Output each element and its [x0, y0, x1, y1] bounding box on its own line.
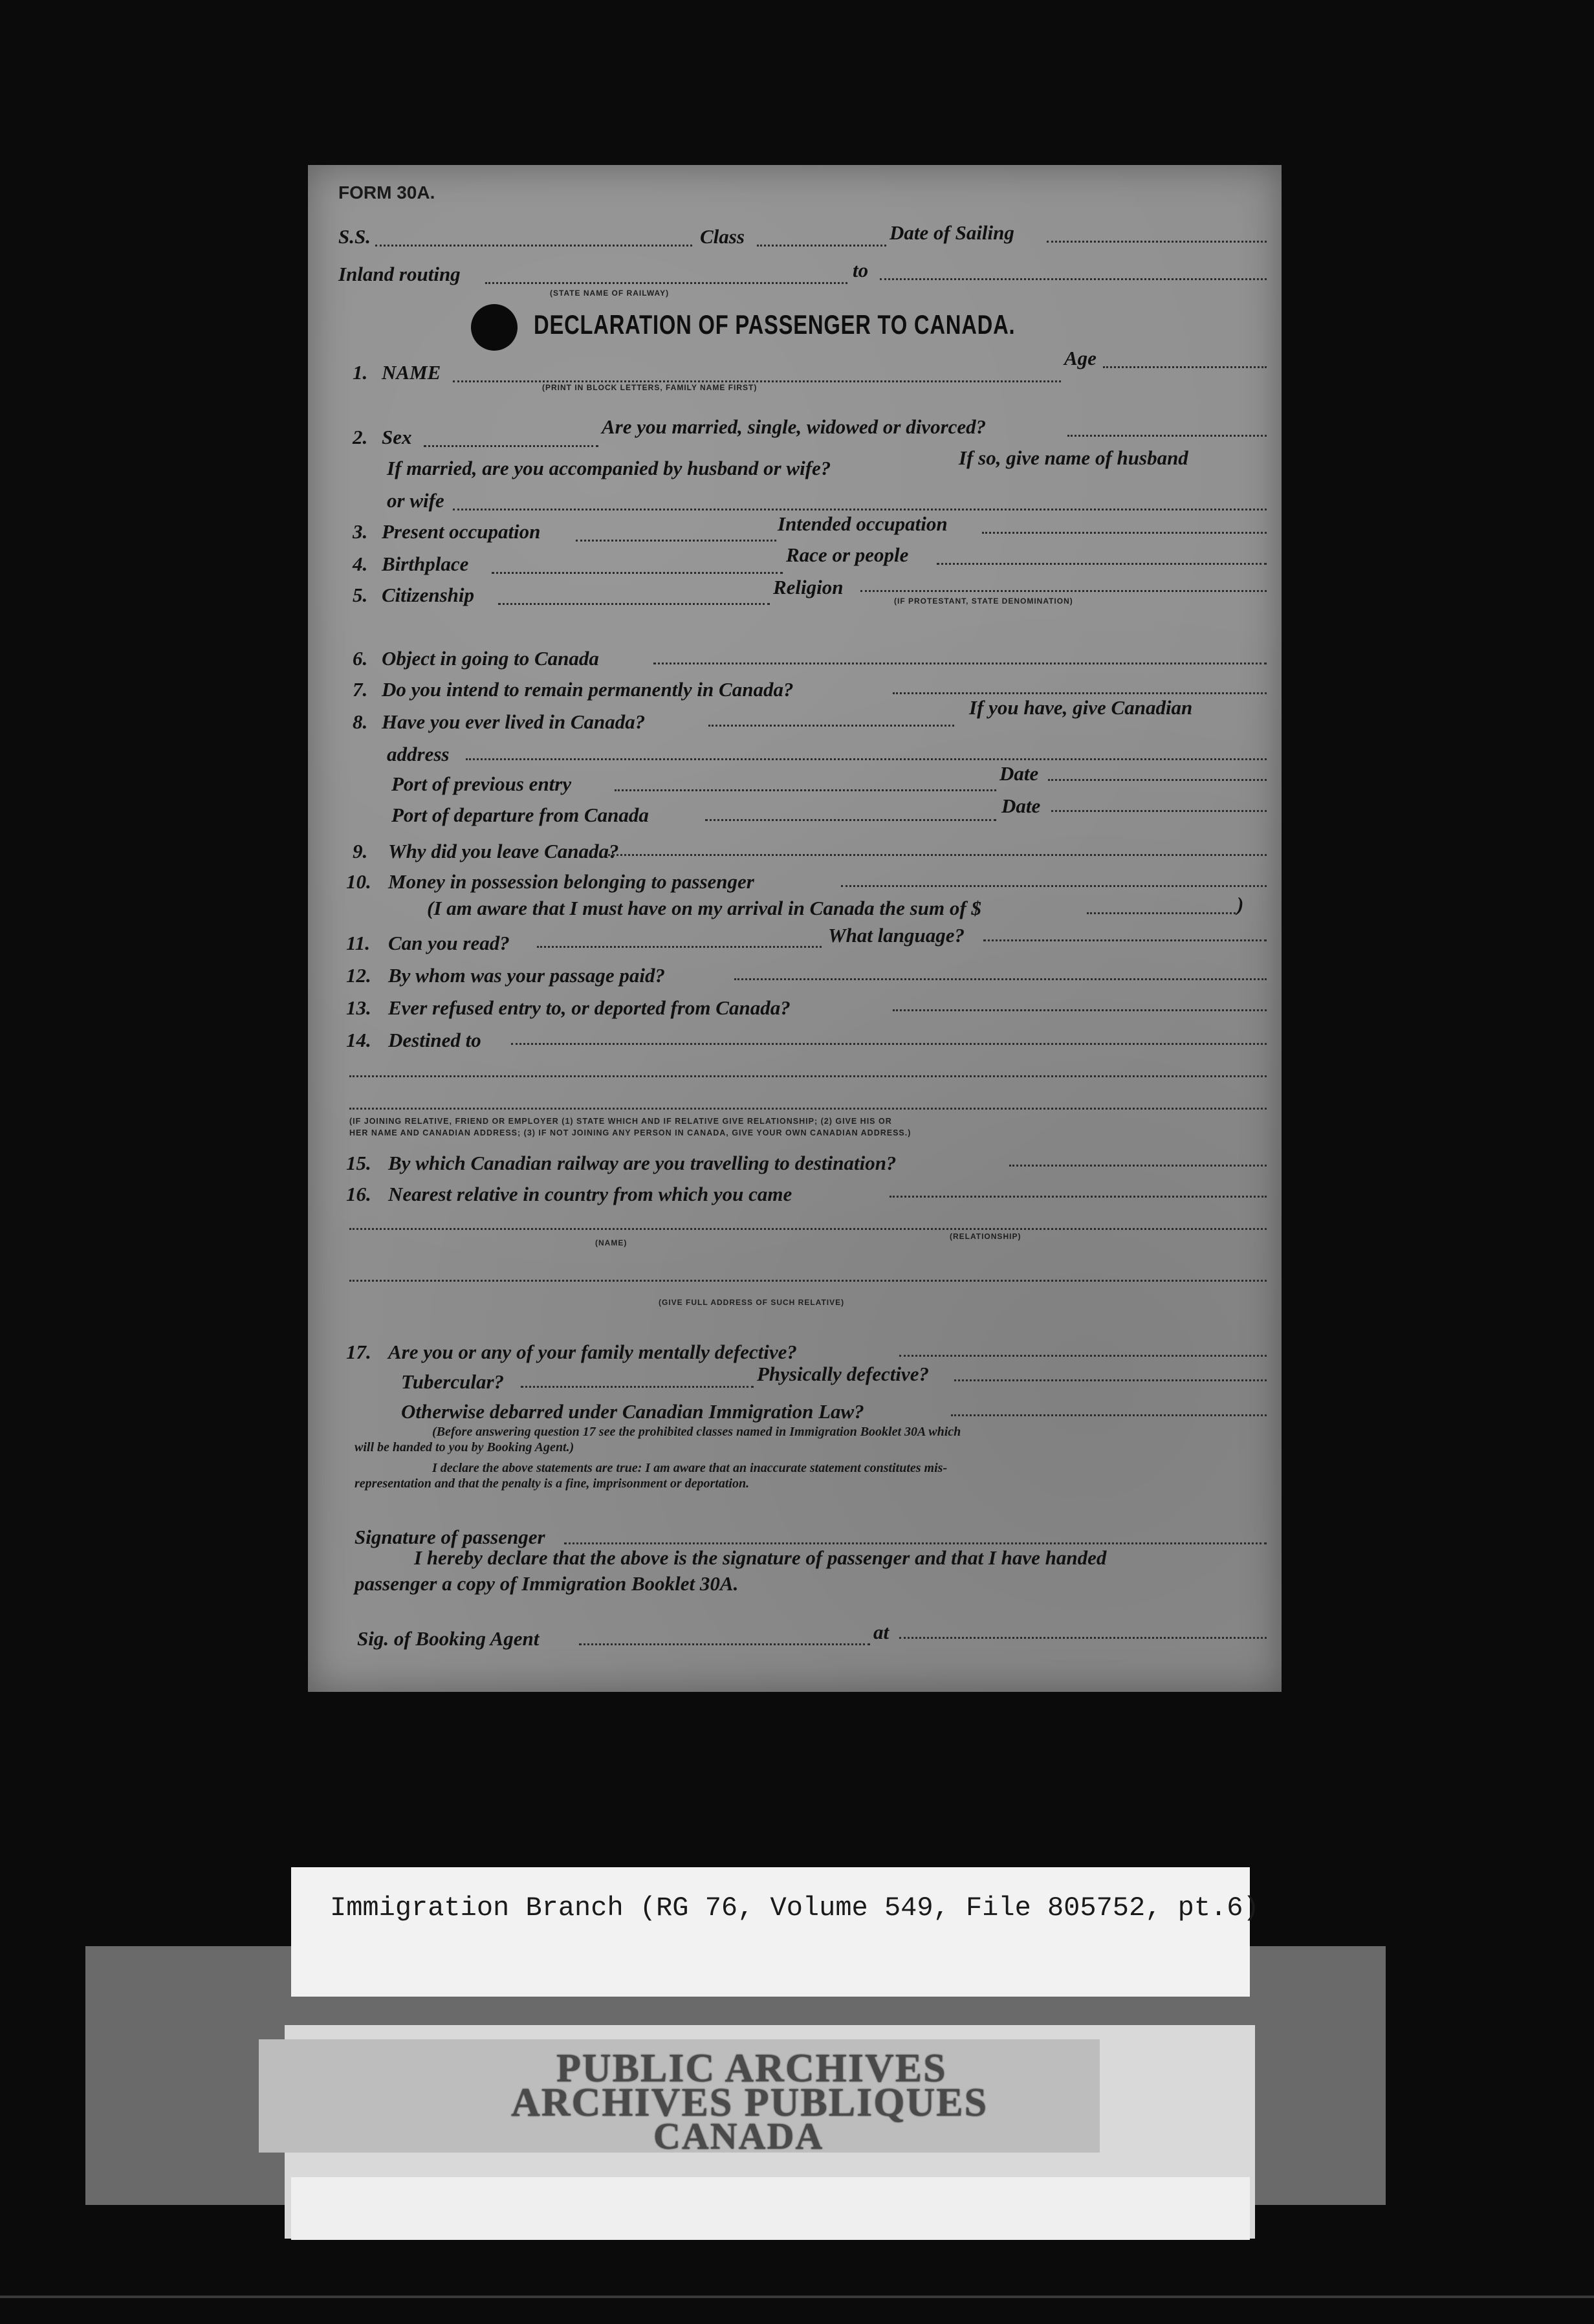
q8-number: 8.: [353, 710, 368, 733]
citizenship-field[interactable]: [498, 603, 770, 605]
sex-field[interactable]: [424, 445, 598, 447]
religion-note: (IF PROTESTANT, STATE DENOMINATION): [894, 597, 1073, 606]
lived-field[interactable]: [708, 725, 954, 727]
booking-agent-label: Sig. of Booking Agent: [357, 1627, 540, 1650]
declaration-2: representation and that the penalty is a fine, imprisonment or deportation.: [355, 1476, 750, 1491]
mental-field[interactable]: [899, 1355, 1267, 1357]
port-previous-label: Port of previous entry: [391, 773, 572, 795]
destined-note-2: HER NAME AND CANADIAN ADDRESS; (3) IF NOT JOINING ANY PERSON IN CANADA, GIVE YOUR OWN CANADIAN ADDRESS.): [349, 1128, 912, 1137]
filled-circle-icon: [471, 304, 518, 351]
give-name-label: If so, give name of husband: [959, 446, 1188, 469]
inland-routing-field[interactable]: [485, 282, 847, 284]
railway-field[interactable]: [1009, 1165, 1267, 1167]
destined-note-1: (IF JOINING RELATIVE, FRIEND OR EMPLOYER (1) STATE WHICH AND IF RELATIVE GIVE RELATIONSHIP; (2) GIVE HIS OR: [349, 1117, 892, 1126]
date2-label: Date: [1001, 795, 1041, 817]
date1-label: Date: [999, 762, 1039, 785]
relative-address-note: (GIVE FULL ADDRESS OF SUCH RELATIVE): [659, 1298, 845, 1307]
form-title: DECLARATION OF PASSENGER TO CANADA.: [534, 309, 1016, 340]
port-previous-field[interactable]: [615, 789, 996, 791]
otherwise-field[interactable]: [951, 1414, 1267, 1416]
date-of-sailing-label: Date of Sailing: [890, 221, 1014, 244]
to-field[interactable]: [880, 278, 1267, 280]
object-field[interactable]: [653, 663, 1267, 664]
relative-name-field[interactable]: [349, 1228, 1267, 1230]
at-field[interactable]: [899, 1637, 1267, 1639]
date-of-sailing-field[interactable]: [1047, 241, 1267, 243]
lived-label: Have you ever lived in Canada?: [382, 710, 646, 733]
q1-number: 1.: [353, 361, 368, 384]
religion-label: Religion: [773, 576, 844, 598]
relative-label: Nearest relative in country from which you came: [388, 1183, 792, 1205]
passage-paid-field[interactable]: [734, 978, 1267, 980]
destined-field-3[interactable]: [349, 1108, 1267, 1110]
ss-label: S.S.: [338, 225, 371, 248]
q9-number: 9.: [353, 840, 368, 862]
stamp-line-2: ARCHIVES PUBLIQUES: [511, 2081, 988, 2125]
read-label: Can you read?: [388, 932, 510, 954]
tubercular-label: Tubercular?: [401, 1370, 505, 1393]
q17-note-2: will be handed to you by Booking Agent.): [355, 1440, 574, 1454]
date2-field[interactable]: [1051, 810, 1267, 812]
relative-name-note: (NAME): [595, 1238, 628, 1247]
birthplace-label: Birthplace: [382, 553, 469, 575]
ss-field[interactable]: [375, 245, 692, 247]
aware-label: (I am aware that I must have on my arrival in Canada the sum of $: [427, 897, 981, 919]
physically-field[interactable]: [954, 1379, 1267, 1381]
q11-number: 11.: [346, 932, 371, 954]
name-field[interactable]: [453, 380, 1061, 382]
destined-field[interactable]: [511, 1043, 1267, 1045]
race-field[interactable]: [937, 563, 1267, 565]
film-edge: [0, 2296, 1594, 2298]
inland-routing-label: Inland routing: [338, 263, 461, 285]
relative-field[interactable]: [890, 1196, 1267, 1198]
marital-field[interactable]: [1067, 435, 1267, 437]
file-reference: Immigration Branch (RG 76, Volume 549, File 805752, pt.6): [330, 1892, 1260, 1924]
remain-field[interactable]: [893, 692, 1267, 694]
money-field[interactable]: [841, 885, 1267, 887]
age-label: Age: [1064, 347, 1097, 369]
name-label: NAME: [382, 361, 441, 384]
stamp-line-3: CANADA: [653, 2115, 824, 2157]
why-leave-label: Why did you leave Canada?: [388, 840, 619, 862]
form-number: FORM 30A.: [338, 182, 435, 203]
q4-number: 4.: [353, 553, 368, 575]
tubercular-field[interactable]: [521, 1386, 754, 1388]
or-wife-label: or wife: [387, 489, 444, 512]
birthplace-field[interactable]: [492, 572, 783, 574]
aware-close: ): [1237, 893, 1244, 915]
citizenship-label: Citizenship: [382, 584, 474, 606]
stamp-line-1: PUBLIC ARCHIVES: [556, 2046, 947, 2090]
q14-number: 14.: [346, 1029, 371, 1051]
hereby-2: passenger a copy of Immigration Booklet 30A.: [355, 1572, 739, 1595]
spouse-field[interactable]: [453, 509, 1267, 510]
relationship-note: (RELATIONSHIP): [950, 1232, 1021, 1241]
object-label: Object in going to Canada: [382, 647, 599, 670]
remain-label: Do you intend to remain permanently in Canada?: [382, 678, 794, 701]
destined-field-2[interactable]: [349, 1075, 1267, 1077]
q15-number: 15.: [346, 1152, 371, 1174]
refused-label: Ever refused entry to, or deported from Canada?: [388, 996, 791, 1019]
canadian-address-field[interactable]: [466, 758, 1267, 760]
money-label: Money in possession belonging to passenger: [388, 870, 754, 893]
q16-number: 16.: [346, 1183, 371, 1205]
q12-number: 12.: [346, 964, 371, 987]
accompanied-label: If married, are you accompanied by husband or wife?: [387, 457, 831, 479]
q13-number: 13.: [346, 996, 371, 1019]
otherwise-label: Otherwise debarred under Canadian Immigration Law?: [401, 1400, 864, 1423]
present-occupation-field[interactable]: [576, 540, 776, 542]
if-you-have-label: If you have, give Canadian: [969, 696, 1193, 719]
hereby-1: I hereby declare that the above is the signature of passenger and that I have handed: [414, 1546, 1107, 1569]
name-note: (PRINT IN BLOCK LETTERS, FAMILY NAME FIRST): [542, 383, 758, 392]
read-field[interactable]: [537, 946, 822, 948]
language-label: What language?: [828, 924, 965, 947]
signature-passenger-label: Signature of passenger: [355, 1526, 545, 1548]
language-field[interactable]: [983, 939, 1267, 941]
port-departure-label: Port of departure from Canada: [391, 804, 649, 826]
railway-label: By which Canadian railway are you travelling to destination?: [388, 1152, 897, 1174]
q7-number: 7.: [353, 678, 368, 701]
q17-number: 17.: [346, 1341, 371, 1363]
q10-number: 10.: [346, 870, 371, 893]
why-leave-field[interactable]: [608, 854, 1267, 856]
present-occupation-label: Present occupation: [382, 520, 541, 543]
mental-label: Are you or any of your family mentally defective?: [388, 1341, 797, 1363]
religion-field[interactable]: [860, 590, 1267, 592]
stamp-bottom-card: [291, 2177, 1250, 2240]
to-label: to: [853, 259, 869, 281]
marital-label: Are you married, single, widowed or divorced?: [602, 415, 987, 438]
port-departure-field[interactable]: [705, 819, 996, 821]
date1-field[interactable]: [1048, 779, 1267, 781]
relative-address-field[interactable]: [349, 1280, 1267, 1282]
sex-label: Sex: [382, 426, 412, 448]
signature-passenger-field[interactable]: [564, 1542, 1267, 1544]
passage-paid-label: By whom was your passage paid?: [388, 964, 666, 987]
intended-occupation-field[interactable]: [982, 532, 1267, 534]
age-field[interactable]: [1103, 366, 1267, 368]
q6-number: 6.: [353, 647, 368, 670]
at-label: at: [873, 1621, 890, 1643]
class-label: Class: [700, 225, 745, 248]
refused-field[interactable]: [893, 1009, 1267, 1011]
address-label: address: [387, 743, 450, 765]
railway-note: (STATE NAME OF RAILWAY): [550, 289, 670, 298]
file-label-card: [291, 1867, 1250, 1997]
race-label: Race or people: [786, 543, 909, 566]
declaration-1: I declare the above statements are true: I am aware that an inaccurate statement constitutes mis-: [432, 1461, 948, 1475]
q3-number: 3.: [353, 520, 368, 543]
q17-note-1: (Before answering question 17 see the prohibited classes named in Immigration Booklet 30A which: [432, 1425, 961, 1439]
sum-field[interactable]: [1087, 912, 1236, 914]
q2-number: 2.: [353, 426, 368, 448]
destined-label: Destined to: [388, 1029, 481, 1051]
booking-agent-field[interactable]: [579, 1643, 870, 1645]
physically-label: Physically defective?: [757, 1363, 929, 1385]
class-field[interactable]: [757, 245, 886, 247]
q5-number: 5.: [353, 584, 368, 606]
intended-occupation-label: Intended occupation: [778, 512, 948, 535]
